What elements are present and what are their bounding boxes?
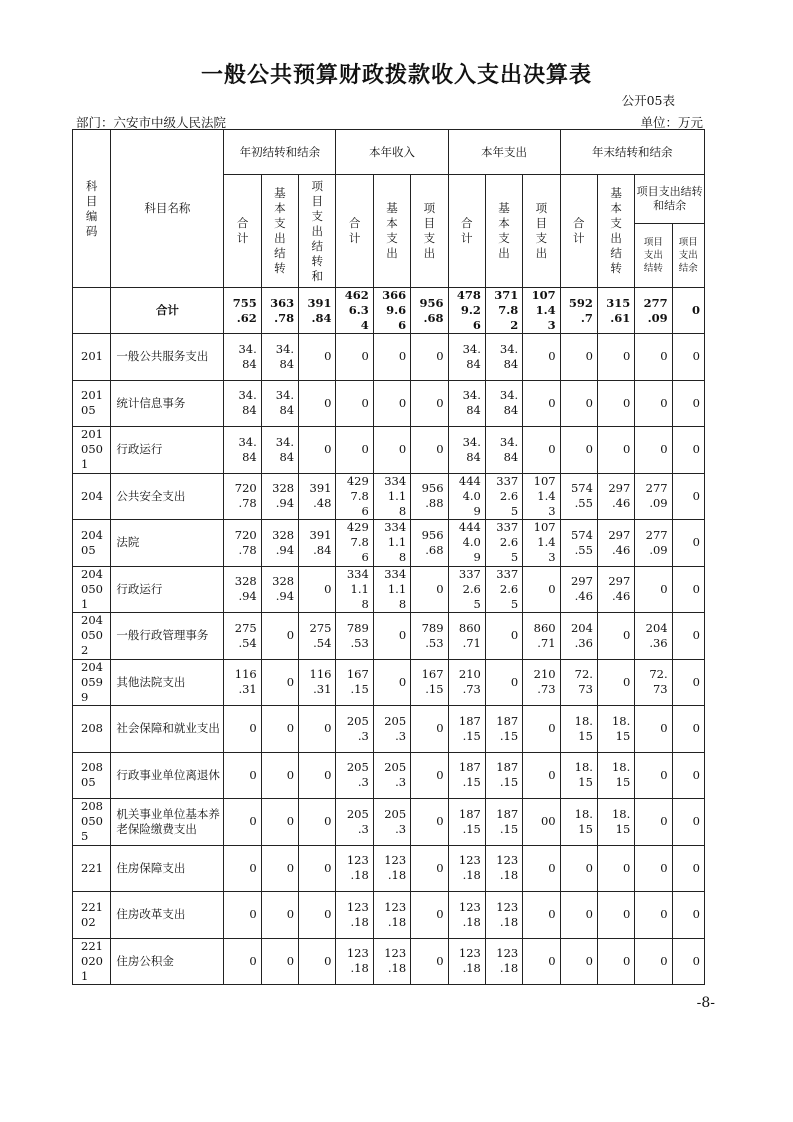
- value-cell: 187 .15: [448, 752, 485, 799]
- value-cell: 0: [635, 938, 672, 985]
- value-cell: 0: [672, 938, 704, 985]
- total-value-cell: 366 9.6 6: [373, 288, 410, 334]
- header-project-g1: 项 目 支 出 结 转 和: [299, 175, 336, 288]
- total-value-cell: 478 9.2 6: [448, 288, 485, 334]
- value-cell: 18. 15: [560, 706, 597, 753]
- page-number: -8-: [696, 995, 715, 1011]
- value-cell: 0: [261, 752, 298, 799]
- table-row: [73, 752, 705, 799]
- value-cell: 789 .53: [336, 613, 373, 660]
- subject-code-cell: 208: [73, 706, 111, 753]
- value-cell: 0: [635, 427, 672, 474]
- subject-code-cell: 201 050 1: [73, 427, 111, 474]
- subject-code-cell: 208 050 5: [73, 799, 111, 846]
- table-row: [73, 566, 705, 613]
- value-cell: 0: [560, 334, 597, 381]
- value-cell: 34. 84: [224, 380, 261, 427]
- value-cell: 0: [672, 334, 704, 381]
- value-cell: 275 .54: [224, 613, 261, 660]
- value-cell: 187 .15: [485, 752, 522, 799]
- subject-code-cell: 204 050 1: [73, 566, 111, 613]
- value-cell: 860 .71: [448, 613, 485, 660]
- value-cell: 34. 84: [261, 334, 298, 381]
- header-total-g3: 合 计: [448, 175, 485, 288]
- value-cell: 0: [373, 380, 410, 427]
- value-cell: 297 .46: [597, 473, 634, 520]
- value-cell: 720 .78: [224, 473, 261, 520]
- value-cell: 0: [523, 380, 560, 427]
- total-value-cell: 107 1.4 3: [523, 288, 560, 334]
- table-body: [73, 288, 705, 985]
- header-project-carryover: 项目 支出 结转: [635, 224, 672, 288]
- table-row: [73, 892, 705, 939]
- value-cell: 0: [672, 566, 704, 613]
- value-cell: 205 .3: [336, 752, 373, 799]
- table-row: [73, 799, 705, 846]
- header-basic-g2: 基 本 支 出: [373, 175, 410, 288]
- value-cell: 334 1.1 8: [373, 520, 410, 567]
- table-row: [73, 473, 705, 520]
- total-value-cell: 391 .84: [299, 288, 336, 334]
- header-name: 科目名称: [111, 130, 224, 288]
- subject-name-cell: 社会保障和就业支出: [111, 706, 224, 753]
- subject-code-cell: 201: [73, 334, 111, 381]
- value-cell: 0: [299, 566, 336, 613]
- header-total-g4: 合 计: [560, 175, 597, 288]
- value-cell: 72. 73: [560, 659, 597, 706]
- value-cell: 0: [523, 566, 560, 613]
- value-cell: 0: [411, 799, 448, 846]
- value-cell: 123 .18: [485, 892, 522, 939]
- header-project-g2: 项 目 支 出: [411, 175, 448, 288]
- value-cell: 34. 84: [224, 427, 261, 474]
- value-cell: 0: [560, 892, 597, 939]
- value-cell: 167 .15: [411, 659, 448, 706]
- total-value-cell: 363 .78: [261, 288, 298, 334]
- value-cell: 0: [560, 427, 597, 474]
- value-cell: 123 .18: [448, 938, 485, 985]
- table-row: [73, 613, 705, 660]
- value-cell: 275 .54: [299, 613, 336, 660]
- value-cell: 0: [261, 659, 298, 706]
- value-cell: 0: [635, 892, 672, 939]
- value-cell: 574 .55: [560, 520, 597, 567]
- value-cell: 0: [224, 938, 261, 985]
- subject-name-cell: 一般行政管理事务: [111, 613, 224, 660]
- value-cell: 0: [224, 752, 261, 799]
- value-cell: 0: [299, 938, 336, 985]
- value-cell: 34. 84: [224, 334, 261, 381]
- value-cell: 210 .73: [448, 659, 485, 706]
- value-cell: 0: [560, 938, 597, 985]
- value-cell: 123 .18: [336, 892, 373, 939]
- value-cell: 0: [411, 845, 448, 892]
- total-value-cell: 315 .61: [597, 288, 634, 334]
- value-cell: 205 .3: [373, 799, 410, 846]
- header-total-g2: 合 计: [336, 175, 373, 288]
- subject-code-cell: 204: [73, 473, 111, 520]
- value-cell: 0: [672, 613, 704, 660]
- value-cell: 0: [411, 938, 448, 985]
- subject-name-cell: 住房改革支出: [111, 892, 224, 939]
- budget-table: [72, 129, 705, 985]
- value-cell: 0: [597, 845, 634, 892]
- value-cell: 204 .36: [635, 613, 672, 660]
- value-cell: 205 .3: [373, 706, 410, 753]
- value-cell: 0: [523, 845, 560, 892]
- table-row: [73, 706, 705, 753]
- value-cell: 0: [411, 334, 448, 381]
- value-cell: 860 .71: [523, 613, 560, 660]
- value-cell: 123 .18: [485, 845, 522, 892]
- total-value-cell: 755 .62: [224, 288, 261, 334]
- value-cell: 0: [373, 659, 410, 706]
- value-cell: 574 .55: [560, 473, 597, 520]
- value-cell: 0: [635, 566, 672, 613]
- value-cell: 0: [299, 334, 336, 381]
- table-row: [73, 520, 705, 567]
- value-cell: 297 .46: [597, 520, 634, 567]
- value-cell: 107 1.4 3: [523, 473, 560, 520]
- table-row: [73, 380, 705, 427]
- value-cell: 0: [261, 938, 298, 985]
- total-value-cell: 0: [672, 288, 704, 334]
- value-cell: 18. 15: [597, 706, 634, 753]
- value-cell: 429 7.8 6: [336, 520, 373, 567]
- header-group-income: 本年收入: [336, 130, 448, 175]
- value-cell: 0: [635, 706, 672, 753]
- table-row: [73, 938, 705, 985]
- subject-code-cell: 204 050 2: [73, 613, 111, 660]
- subject-name-cell: 住房公积金: [111, 938, 224, 985]
- total-label: 合计: [111, 288, 224, 334]
- table-row: [73, 659, 705, 706]
- value-cell: 328 .94: [261, 473, 298, 520]
- value-cell: 123 .18: [373, 845, 410, 892]
- value-cell: 277 .09: [635, 473, 672, 520]
- header-code: 科 目 编 码: [73, 130, 111, 288]
- value-cell: 0: [224, 706, 261, 753]
- value-cell: 72. 73: [635, 659, 672, 706]
- value-cell: 116 .31: [299, 659, 336, 706]
- value-cell: 297 .46: [597, 566, 634, 613]
- value-cell: 0: [597, 659, 634, 706]
- value-cell: 0: [672, 473, 704, 520]
- value-cell: 334 1.1 8: [373, 566, 410, 613]
- value-cell: 34. 84: [448, 427, 485, 474]
- value-cell: 0: [485, 613, 522, 660]
- value-cell: 0: [672, 845, 704, 892]
- value-cell: 0: [411, 752, 448, 799]
- total-code-cell: [73, 288, 111, 334]
- page-title: 一般公共预算财政拨款收入支出决算表: [200, 63, 592, 88]
- value-cell: 34. 84: [261, 380, 298, 427]
- subject-name-cell: 行政事业单位离退休: [111, 752, 224, 799]
- value-cell: 00: [523, 799, 560, 846]
- value-cell: 0: [635, 845, 672, 892]
- value-cell: 0: [299, 799, 336, 846]
- value-cell: 0: [299, 892, 336, 939]
- value-cell: 187 .15: [448, 706, 485, 753]
- subject-code-cell: 221 020 1: [73, 938, 111, 985]
- header-group-opening-balance: 年初结转和结余: [224, 130, 336, 175]
- value-cell: 18. 15: [597, 752, 634, 799]
- value-cell: 0: [672, 427, 704, 474]
- total-value-cell: 371 7.8 2: [485, 288, 522, 334]
- value-cell: 0: [336, 334, 373, 381]
- value-cell: 0: [672, 706, 704, 753]
- value-cell: 0: [224, 845, 261, 892]
- subject-code-cell: 204 059 9: [73, 659, 111, 706]
- value-cell: 956 .88: [411, 473, 448, 520]
- value-cell: 0: [597, 427, 634, 474]
- value-cell: 210 .73: [523, 659, 560, 706]
- value-cell: 34. 84: [261, 427, 298, 474]
- value-cell: 337 2.6 5: [485, 473, 522, 520]
- value-cell: 0: [560, 845, 597, 892]
- value-cell: 0: [299, 845, 336, 892]
- subject-name-cell: 统计信息事务: [111, 380, 224, 427]
- department-label: 部门：六安市中级人民法院: [76, 115, 227, 130]
- subject-code-cell: 201 05: [73, 380, 111, 427]
- table-row: [73, 845, 705, 892]
- value-cell: 0: [261, 799, 298, 846]
- subject-name-cell: 其他法院支出: [111, 659, 224, 706]
- value-cell: 0: [597, 938, 634, 985]
- value-cell: 0: [299, 380, 336, 427]
- value-cell: 0: [299, 752, 336, 799]
- subject-code-cell: 204 05: [73, 520, 111, 567]
- value-cell: 444 4.0 9: [448, 520, 485, 567]
- value-cell: 334 1.1 8: [336, 566, 373, 613]
- value-cell: 34. 84: [448, 334, 485, 381]
- value-cell: 0: [373, 427, 410, 474]
- value-cell: 0: [336, 427, 373, 474]
- total-value-cell: 592 .7: [560, 288, 597, 334]
- value-cell: 204 .36: [560, 613, 597, 660]
- value-cell: 0: [635, 752, 672, 799]
- subject-name-cell: 法院: [111, 520, 224, 567]
- subject-name-cell: 住房保障支出: [111, 845, 224, 892]
- unit-label: 单位：万元: [640, 115, 703, 130]
- value-cell: 0: [672, 752, 704, 799]
- value-cell: 187 .15: [485, 706, 522, 753]
- value-cell: 0: [299, 706, 336, 753]
- value-cell: 116 .31: [224, 659, 261, 706]
- value-cell: 123 .18: [448, 892, 485, 939]
- value-cell: 956 .68: [411, 520, 448, 567]
- value-cell: 0: [261, 892, 298, 939]
- value-cell: 337 2.6 5: [448, 566, 485, 613]
- value-cell: 328 .94: [261, 520, 298, 567]
- value-cell: 0: [261, 613, 298, 660]
- value-cell: 0: [672, 520, 704, 567]
- value-cell: 123 .18: [448, 845, 485, 892]
- value-cell: 0: [411, 892, 448, 939]
- subject-code-cell: 208 05: [73, 752, 111, 799]
- value-cell: 328 .94: [224, 566, 261, 613]
- value-cell: 444 4.0 9: [448, 473, 485, 520]
- value-cell: 0: [635, 334, 672, 381]
- value-cell: 0: [523, 752, 560, 799]
- value-cell: 0: [411, 706, 448, 753]
- value-cell: 277 .09: [635, 520, 672, 567]
- value-cell: 429 7.8 6: [336, 473, 373, 520]
- value-cell: 187 .15: [485, 799, 522, 846]
- subject-name-cell: 一般公共服务支出: [111, 334, 224, 381]
- value-cell: 391 .84: [299, 520, 336, 567]
- value-cell: 0: [635, 380, 672, 427]
- subject-code-cell: 221 02: [73, 892, 111, 939]
- value-cell: 0: [373, 613, 410, 660]
- value-cell: 0: [523, 334, 560, 381]
- value-cell: 0: [411, 380, 448, 427]
- value-cell: 205 .3: [336, 706, 373, 753]
- value-cell: 0: [635, 799, 672, 846]
- value-cell: 18. 15: [560, 752, 597, 799]
- header-group-closing-balance: 年末结转和结余: [560, 130, 704, 175]
- value-cell: 0: [411, 427, 448, 474]
- value-cell: 34. 84: [485, 380, 522, 427]
- value-cell: 0: [224, 892, 261, 939]
- table-row: [73, 427, 705, 474]
- value-cell: 0: [373, 334, 410, 381]
- total-row: [73, 288, 705, 334]
- value-cell: 0: [299, 427, 336, 474]
- table-row: [73, 334, 705, 381]
- value-cell: 0: [597, 613, 634, 660]
- header-basic-g1: 基 本 支 出 结 转: [261, 175, 298, 288]
- header-project-g4: 项目支出结转和结余: [635, 175, 705, 224]
- subject-name-cell: 机关事业单位基本养老保险缴费支出: [111, 799, 224, 846]
- value-cell: 337 2.6 5: [485, 566, 522, 613]
- value-cell: 187 .15: [448, 799, 485, 846]
- value-cell: 18. 15: [597, 799, 634, 846]
- value-cell: 297 .46: [560, 566, 597, 613]
- total-value-cell: 956 .68: [411, 288, 448, 334]
- subject-name-cell: 行政运行: [111, 427, 224, 474]
- header-total-g1: 合 计: [224, 175, 261, 288]
- value-cell: 0: [261, 845, 298, 892]
- value-cell: 0: [597, 334, 634, 381]
- value-cell: 789 .53: [411, 613, 448, 660]
- value-cell: 123 .18: [373, 892, 410, 939]
- header-basic-g4: 基 本 支 出 结 转: [597, 175, 634, 288]
- value-cell: 334 1.1 8: [373, 473, 410, 520]
- value-cell: 0: [523, 892, 560, 939]
- value-cell: 0: [485, 659, 522, 706]
- value-cell: 0: [523, 427, 560, 474]
- value-cell: 0: [672, 892, 704, 939]
- value-cell: 328 .94: [261, 566, 298, 613]
- value-cell: 123 .18: [336, 938, 373, 985]
- subject-name-cell: 公共安全支出: [111, 473, 224, 520]
- value-cell: 34. 84: [485, 427, 522, 474]
- subject-code-cell: 221: [73, 845, 111, 892]
- value-cell: 0: [411, 566, 448, 613]
- header-project-surplus: 项目 支出 结余: [672, 224, 704, 288]
- value-cell: 337 2.6 5: [485, 520, 522, 567]
- value-cell: 0: [523, 706, 560, 753]
- value-cell: 123 .18: [336, 845, 373, 892]
- value-cell: 123 .18: [373, 938, 410, 985]
- header-group-expenditure: 本年支出: [448, 130, 560, 175]
- value-cell: 0: [672, 659, 704, 706]
- form-number: 公开05表: [621, 93, 675, 108]
- value-cell: 205 .3: [336, 799, 373, 846]
- value-cell: 0: [336, 380, 373, 427]
- value-cell: 205 .3: [373, 752, 410, 799]
- value-cell: 391 .48: [299, 473, 336, 520]
- value-cell: 0: [597, 380, 634, 427]
- total-value-cell: 462 6.3 4: [336, 288, 373, 334]
- value-cell: 0: [224, 799, 261, 846]
- value-cell: 34. 84: [448, 380, 485, 427]
- total-value-cell: 277 .09: [635, 288, 672, 334]
- value-cell: 0: [523, 938, 560, 985]
- value-cell: 0: [672, 380, 704, 427]
- value-cell: 34. 84: [485, 334, 522, 381]
- value-cell: 123 .18: [485, 938, 522, 985]
- value-cell: 720 .78: [224, 520, 261, 567]
- value-cell: 167 .15: [336, 659, 373, 706]
- value-cell: 18. 15: [560, 799, 597, 846]
- header-basic-g3: 基 本 支 出: [485, 175, 522, 288]
- value-cell: 0: [560, 380, 597, 427]
- value-cell: 0: [672, 799, 704, 846]
- header-project-g3: 项 目 支 出: [523, 175, 560, 288]
- value-cell: 107 1.4 3: [523, 520, 560, 567]
- value-cell: 0: [597, 892, 634, 939]
- value-cell: 0: [261, 706, 298, 753]
- subject-name-cell: 行政运行: [111, 566, 224, 613]
